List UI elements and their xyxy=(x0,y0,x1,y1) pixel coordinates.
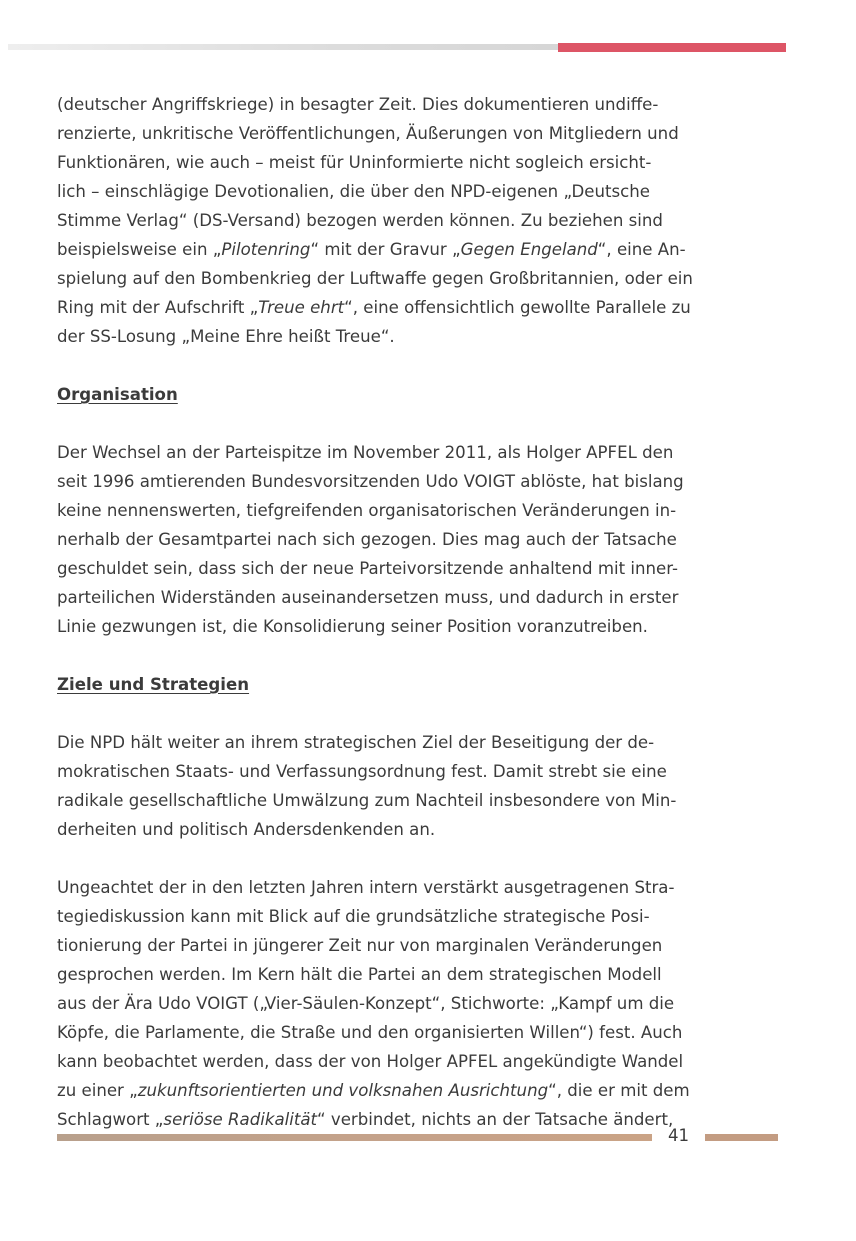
text-segment: beispielsweise ein „ xyxy=(57,240,222,259)
emphasis-seriose-radikalitat: seriöse Radikalität xyxy=(163,1110,318,1129)
text-line: parteilichen Widerständen auseinandersetzen muss, und dadurch in erster xyxy=(57,588,679,607)
text-line: Die NPD hält weiter an ihrem strategischen Ziel der Beseitigung der de- xyxy=(57,733,655,752)
text-line: seit 1996 amtierenden Bundesvorsitzenden Udo VOIGT ablöste, hat bislang xyxy=(57,472,684,491)
paragraph-strategie xyxy=(57,873,792,1134)
text-line: spielung auf den Bombenkrieg der Luftwaffe gegen Großbritannien, oder ein xyxy=(57,269,693,288)
text-line xyxy=(57,235,792,264)
text-line: mokratischen Staats- und Verfassungsordnung fest. Damit strebt sie eine xyxy=(57,762,667,781)
footer-rule xyxy=(57,1134,652,1141)
text-line: tegiediskussion kann mit Blick auf die grundsätzliche strategische Posi- xyxy=(57,907,650,926)
text-line: radikale gesellschaftliche Umwälzung zum Nachteil insbesondere von Min- xyxy=(57,791,677,810)
text-line: Köpfe, die Parlamente, die Straße und den organisierten Willen“) fest. Auch xyxy=(57,1023,683,1042)
emphasis-gegen-engeland: Gegen Engeland xyxy=(460,240,598,259)
paragraph-ziele xyxy=(57,728,792,844)
text-segment: “, eine offensichtlich gewollte Parallele zu xyxy=(344,298,691,317)
section-heading-ziele: Ziele und Strategien xyxy=(57,675,250,694)
text-line: Funktionären, wie auch – meist für Uninformierte nicht sogleich ersicht- xyxy=(57,153,652,172)
text-segment: Schlagwort „ xyxy=(57,1110,164,1129)
text-line: keine nennenswerten, tiefgreifenden organisatorischen Veränderungen in- xyxy=(57,501,677,520)
text-line: der SS-Losung „Meine Ehre heißt Treue“. xyxy=(57,327,395,346)
page-content xyxy=(57,90,792,1134)
text-segment: Ring mit der Aufschrift „ xyxy=(57,298,259,317)
text-line xyxy=(57,1076,792,1105)
paragraph-organisation xyxy=(57,438,792,641)
paragraph-intro xyxy=(57,90,792,351)
text-line: Ungeachtet der in den letzten Jahren intern verstärkt ausgetragenen Stra- xyxy=(57,878,675,897)
text-segment: “, eine An- xyxy=(597,240,686,259)
text-line: aus der Ära Udo VOIGT („Vier-Säulen-Konzept“, Stichworte: „Kampf um die xyxy=(57,994,675,1013)
text-line xyxy=(57,293,792,322)
page-number: 41 xyxy=(668,1126,690,1145)
section-heading-organisation: Organisation xyxy=(57,385,178,404)
text-line: derheiten und politisch Andersdenkenden an. xyxy=(57,820,436,839)
text-line: renzierte, unkritische Veröffentlichungen, Äußerungen von Mitgliedern und xyxy=(57,124,679,143)
text-line: (deutscher Angriffskriege) in besagter Zeit. Dies dokumentieren undiffe- xyxy=(57,95,659,114)
text-segment: “, die er mit dem xyxy=(548,1081,690,1100)
text-line: geschuldet sein, dass sich der neue Parteivorsitzende anhaltend mit inner- xyxy=(57,559,678,578)
header-rule xyxy=(8,44,558,50)
text-line: Stimme Verlag“ (DS-Versand) bezogen werden können. Zu beziehen sind xyxy=(57,211,663,230)
text-line: kann beobachtet werden, dass der von Holger APFEL angekündigte Wandel xyxy=(57,1052,684,1071)
header-accent-bar xyxy=(558,43,786,52)
text-line: Der Wechsel an der Parteispitze im November 2011, als Holger APFEL den xyxy=(57,443,674,462)
emphasis-ausrichtung: zukunftsorientierten und volksnahen Ausrichtung xyxy=(137,1081,549,1100)
emphasis-pilotenring: Pilotenring xyxy=(221,240,311,259)
text-line: nerhalb der Gesamtpartei nach sich gezogen. Dies mag auch der Tatsache xyxy=(57,530,677,549)
text-line: gesprochen werden. Im Kern hält die Partei an dem strategischen Modell xyxy=(57,965,662,984)
emphasis-treue-ehrt: Treue ehrt xyxy=(258,298,345,317)
text-line: tionierung der Partei in jüngerer Zeit nur von marginalen Veränderungen xyxy=(57,936,663,955)
text-segment: zu einer „ xyxy=(57,1081,138,1100)
text-segment: “ verbindet, nichts an der Tatsache ändert, xyxy=(317,1110,674,1129)
footer-rule-tail xyxy=(705,1134,778,1141)
text-segment: “ mit der Gravur „ xyxy=(310,240,461,259)
text-line: lich – einschlägige Devotionalien, die über den NPD-eigenen „Deutsche xyxy=(57,182,650,201)
text-line: Linie gezwungen ist, die Konsolidierung seiner Position voranzutreiben. xyxy=(57,617,648,636)
